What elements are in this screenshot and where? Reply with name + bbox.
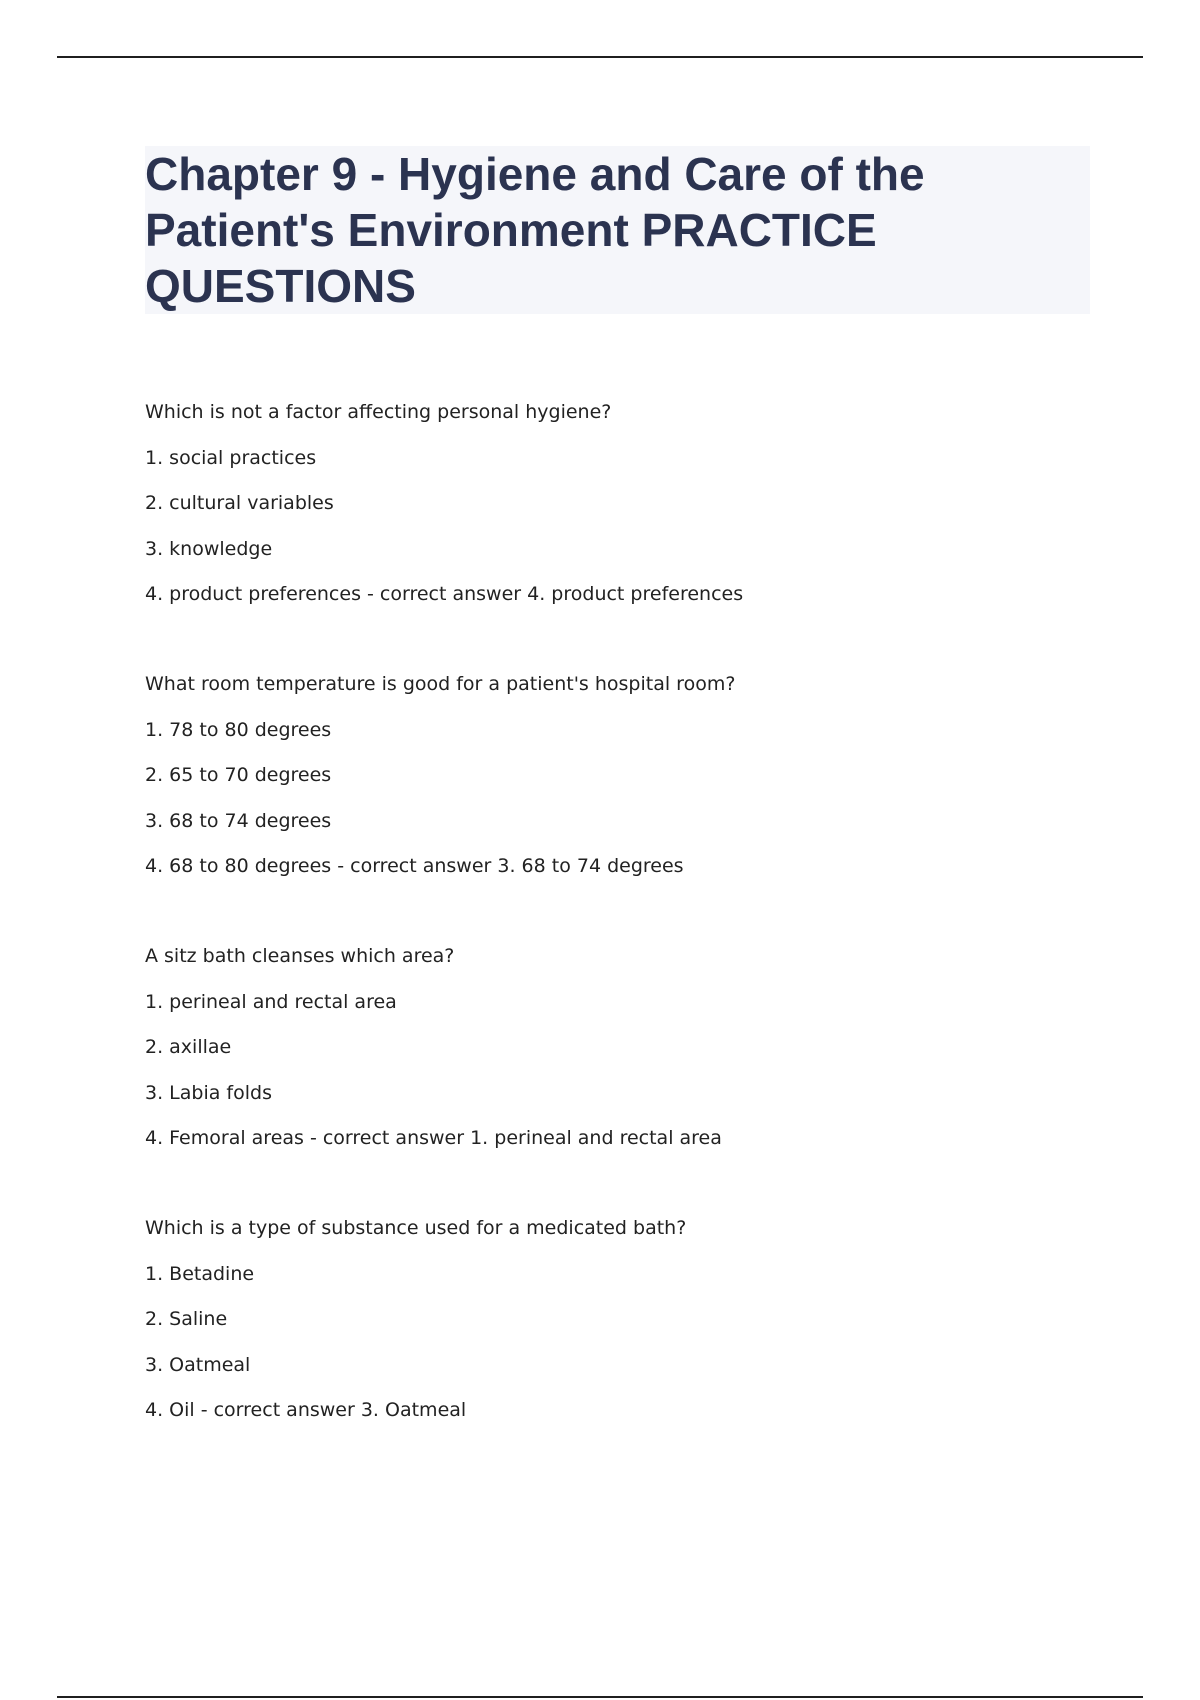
answer-option: 2. cultural variables (145, 492, 334, 514)
answer-option: 3. 68 to 74 degrees (145, 809, 332, 832)
answer-option: 3. knowledge (145, 537, 273, 560)
answer-option-with-correct-answer: 4. 68 to 80 degrees - correct answer 3. 68 to 74 degrees (145, 855, 684, 877)
bottom-divider (57, 1696, 1143, 1698)
answer-option-with-correct-answer: 4. Oil - correct answer 3. Oatmeal (145, 1399, 467, 1421)
answer-option-with-correct-answer: 4. product preferences - correct answer 4. product preferences (145, 583, 744, 605)
answer-option-with-correct-answer: 4. Femoral areas - correct answer 1. perineal and rectal area (145, 1127, 722, 1149)
answer-option: 2. Saline (145, 1308, 228, 1330)
question-text: What room temperature is good for a patient's hospital room? (145, 673, 736, 695)
answer-option: 1. social practices (145, 446, 317, 469)
question-block (145, 944, 1105, 1216)
answer-option: 1. 78 to 80 degrees (145, 718, 332, 741)
answer-option: 2. axillae (145, 1036, 232, 1058)
answer-option: 1. Betadine (145, 1262, 255, 1285)
question-list (145, 400, 1105, 1488)
answer-option: 2. 65 to 70 degrees (145, 764, 332, 786)
document-title: Chapter 9 - Hygiene and Care of the Patient's Environment PRACTICE QUESTIONS (145, 148, 925, 312)
question-block (145, 1216, 1105, 1488)
answer-option: 1. perineal and rectal area (145, 990, 397, 1013)
question-block (145, 672, 1105, 944)
answer-option: 3. Oatmeal (145, 1353, 251, 1376)
answer-option: 3. Labia folds (145, 1081, 272, 1104)
question-text: Which is a type of substance used for a medicated bath? (145, 1217, 687, 1239)
question-text: A sitz bath cleanses which area? (145, 945, 455, 967)
top-divider (57, 56, 1143, 58)
question-block (145, 400, 1105, 672)
question-text: Which is not a factor affecting personal hygiene? (145, 401, 612, 423)
title-banner (145, 146, 1090, 314)
